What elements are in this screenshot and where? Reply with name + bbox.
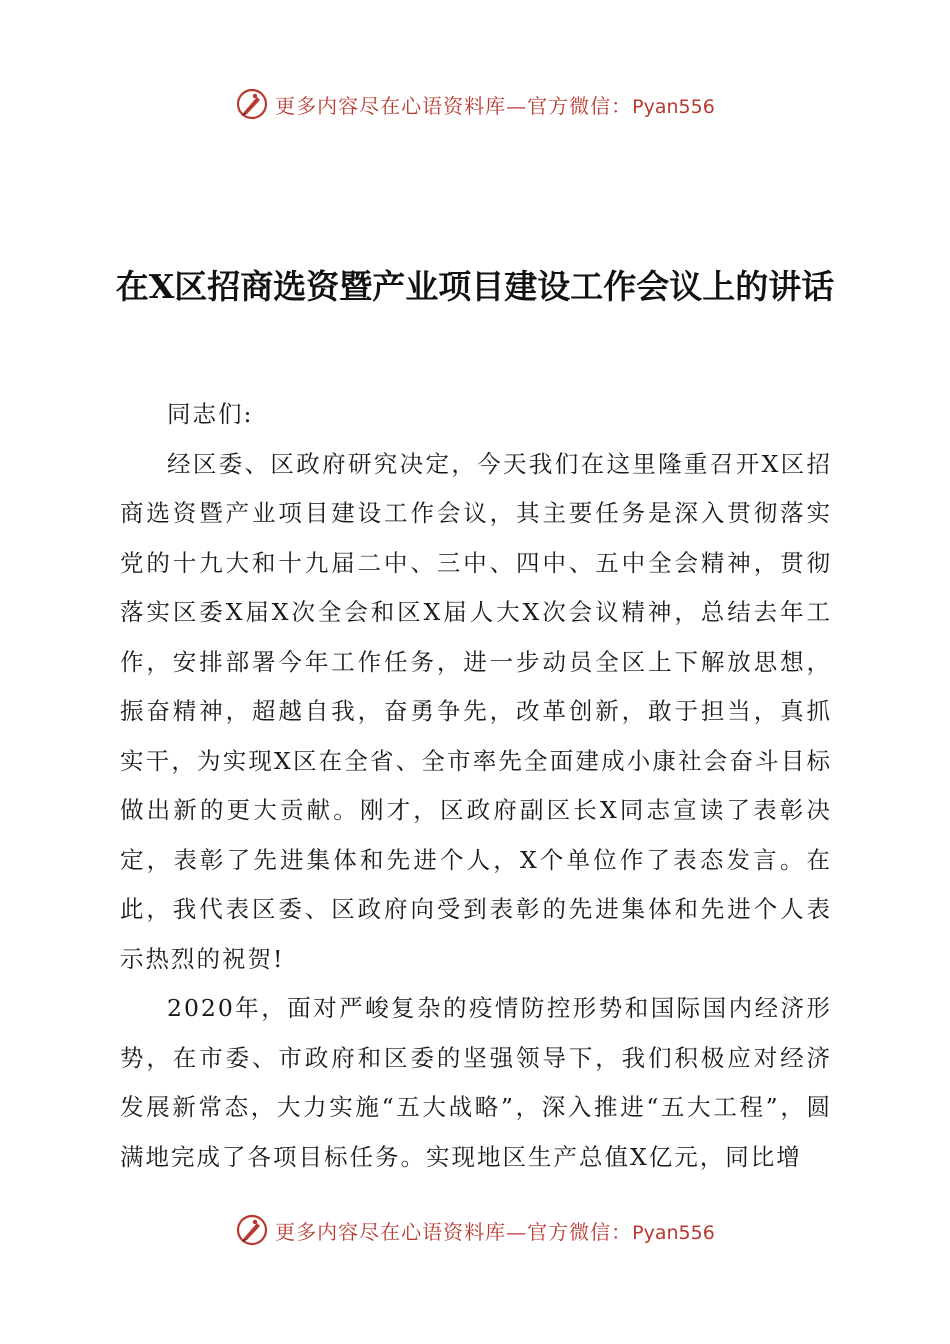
salutation: 同志们: (167, 400, 254, 428)
document-title: 在X区招商选资暨产业项目建设工作会议上的讲话 (115, 267, 835, 306)
paragraph: 2020年，面对严峻复杂的疫情防控形势和国际国内经济形势，在市委、市政府和区委的坚强领导下，我们积极应对经济发展新常态，大力实施“五大战略”，深入推进“五大工程”，圆满地完成了各项目标任务。实现地区生产总值X亿元，同比增 (120, 994, 832, 1171)
document-body (120, 390, 832, 1182)
pen-logo-icon (235, 87, 269, 121)
paragraph: 经区委、区政府研究决定，今天我们在这里隆重召开X区招商选资暨产业项目建设工作会议，其主要任务是深入贯彻落实党的十九大和十九届二中、三中、四中、五中全会精神，贯彻落实区委X届X次全会和区X届人大X次会议精神，总结去年工作，安排部署今年工作任务，进一步动员全区上下解放思想，振奋精神，超越自我，奋勇争先，改革创新，敢于担当，真抓实干，为实现X区在全省、全市率先全面建成小康社会奋斗目标做出新的更大贡献。刚才，区政府副区长X同志宣读了表彰决定，表彰了先进集体和先进个人，X个单位作了表态发言。在此，我代表区委、区政府向受到表彰的先进集体和先进个人表示热烈的祝贺! (120, 449, 832, 973)
pen-logo-icon (235, 1213, 269, 1247)
watermark-text: 更多内容尽在心语资料库—官方微信：Pyan556 (275, 93, 715, 118)
watermark-header (0, 84, 950, 124)
watermark-text: 更多内容尽在心语资料库—官方微信：Pyan556 (275, 1219, 715, 1244)
watermark-footer (0, 1210, 950, 1250)
